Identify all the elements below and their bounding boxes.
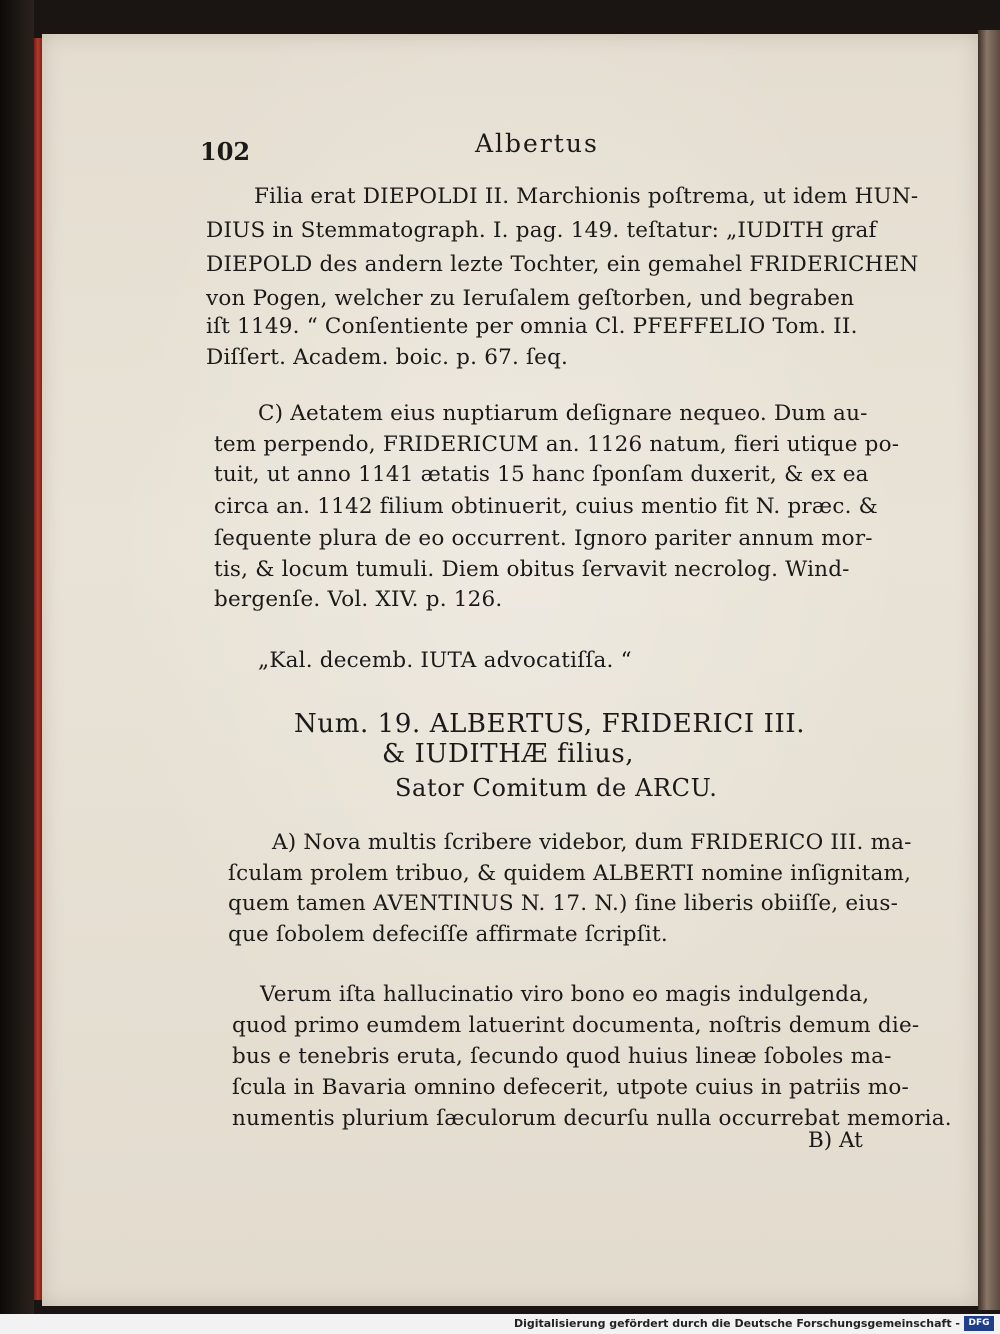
para1-line: von Pogen, welcher zu Ieruſalem geſtorben, und begraben [206, 286, 855, 311]
section-heading: Num. 19. ALBERTUS, FRIDERICI III. [294, 709, 806, 739]
running-head: Albertus [475, 129, 599, 158]
para3-line: que ſobolem defeciſſe affirmate ſcripſit. [228, 922, 668, 947]
para1-line: DIEPOLD des andern lezte Tochter, ein gemahel FRIDERICHEN [206, 252, 919, 277]
necrology-quote: „Kal. decemb. IUTA advocatiſſa. “ [258, 648, 632, 673]
para3-line: A) Nova multis ſcribere videbor, dum FRIDERICO III. ma- [272, 830, 912, 855]
book-page [42, 34, 978, 1306]
para3-line: quem tamen AVENTINUS N. 17. N.) ſine liberis obiiſſe, eius- [228, 891, 899, 916]
funding-notice: Digitalisierung gefördert durch die Deutsche Forschungsgemeinschaft - [513, 1317, 960, 1330]
para1-line: Diſſert. Academ. boic. p. 67. ſeq. [206, 345, 569, 370]
page-stack-edge [978, 30, 1000, 1310]
para2-line: circa an. 1142 filium obtinuerit, cuius mentio fit N. præc. & [214, 494, 878, 519]
para1-line: DIUS in Stemmatograph. I. pag. 149. teſtatur: „IUDITH graf [206, 218, 877, 243]
para4-line: Verum iſta hallucinatio viro bono eo magis indulgenda, [260, 982, 870, 1007]
para4-line: ſcula in Bavaria omnino defecerit, utpote cuius in patriis mo- [232, 1075, 909, 1100]
para1-line: iſt 1149. “ Conſentiente per omnia Cl. PFEFFELIO Tom. II. [206, 314, 858, 339]
para4-line: quod primo eumdem latuerint documenta, noſtris demum die- [232, 1013, 920, 1038]
para1-line: Filia erat DIEPOLDI II. Marchionis poſtrema, ut idem HUN- [254, 184, 919, 209]
catchword: B) At [808, 1128, 863, 1153]
book-spine [0, 0, 34, 1334]
red-page-edge [34, 38, 42, 1300]
page-number: 102 [200, 137, 251, 166]
para4-line: numentis plurium ſæculorum decurſu nulla occurrebat memoria. [232, 1106, 952, 1131]
dfg-logo: DFG [964, 1316, 994, 1331]
para2-line: C) Aetatem eius nuptiarum deſignare nequeo. Dum au- [258, 401, 868, 426]
para2-line: bergenſe. Vol. XIV. p. 126. [214, 587, 503, 612]
para4-line: bus e tenebris eruta, ſecundo quod huius lineæ ſoboles ma- [232, 1044, 892, 1069]
section-heading-sub: & IUDITHÆ filius, [382, 739, 635, 769]
para2-line: tem perpendo, FRIDERICUM an. 1126 natum, fieri utique po- [214, 432, 900, 457]
para2-line: tis, & locum tumuli. Diem obitus ſervavit necrolog. Wind- [214, 557, 850, 582]
footer-bar [0, 1314, 1000, 1334]
section-subtitle: Sator Comitum de ARCU. [395, 774, 718, 802]
para2-line: tuit, ut anno 1141 ætatis 15 hanc ſponſam duxerit, & ex ea [214, 462, 869, 487]
para3-line: ſculam prolem tribuo, & quidem ALBERTI nomine inſignitam, [228, 861, 912, 886]
para2-line: ſequente plura de eo occurrent. Ignoro pariter annum mor- [214, 526, 873, 551]
